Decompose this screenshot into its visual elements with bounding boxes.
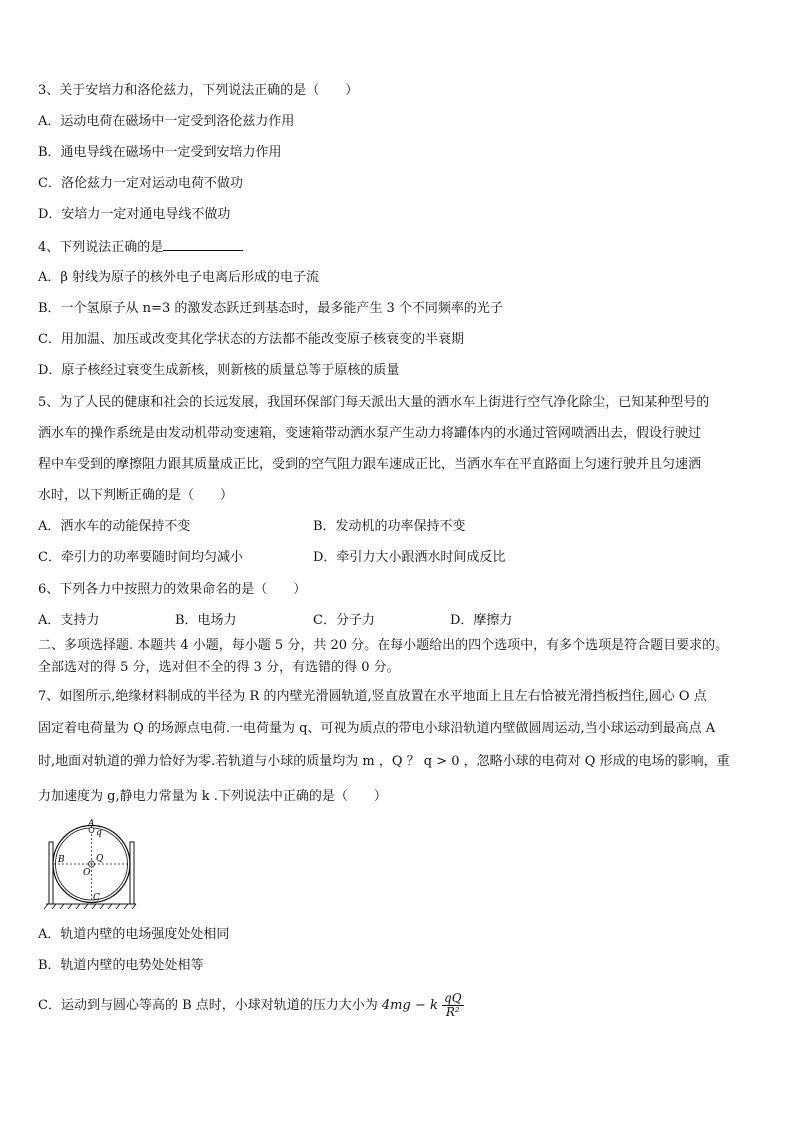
right-plate	[130, 842, 134, 904]
label-b: B	[58, 855, 65, 865]
q7-line-1: 7、如图所示,绝缘材料制成的半径为 R 的内壁光滑圆轨道,竖直放置在水平地面上且左右恰被光滑挡板挡住,圆心 O 点	[38, 689, 707, 704]
q3-option-d: D．安培力一定对通电导线不做功	[38, 207, 231, 222]
q7-option-c: C．运动到与圆心等高的 B 点时，小球对轨道的压力大小为	[38, 998, 378, 1013]
label-o: O	[83, 868, 91, 878]
q4-option-c: C．用加温、加压或改变其化学状态的方法都不能改变原子核衰变的半衰期	[38, 332, 464, 347]
formula-lead: 4mg − k	[381, 998, 438, 1013]
formula-fraction	[442, 992, 464, 1019]
q4-option-d: D．原子核经过衰变生成新核，则新核的质量总等于原核的质量	[38, 363, 400, 378]
label-q-large: Q	[96, 854, 104, 864]
section-2-header-line-2: 全部选对的得 5 分，选对但不全的得 3 分，有选错的得 0 分。	[38, 660, 400, 675]
q5-option-d: D．牵引力大小跟洒水时间成反比	[313, 550, 506, 565]
q6-option-d: D．摩擦力	[450, 613, 513, 628]
q7-figure	[40, 818, 140, 910]
q3-stem: 3、关于安培力和洛伦兹力，下列说法正确的是（ ）	[38, 83, 359, 98]
left-plate	[49, 842, 53, 904]
q5-line-3: 程中车受到的摩擦阻力跟其质量成正比，受到的空气阻力跟车速成正比，当洒水车在平直路面上匀速行驶并且匀速洒	[38, 457, 702, 472]
q5-line-4: 水时，以下判断正确的是（ ）	[38, 488, 234, 503]
q5-option-c: C．牵引力的功率要随时间均匀减小	[38, 550, 243, 565]
q3-option-c: C．洛伦兹力一定对运动电荷不做功	[38, 176, 243, 191]
q7-option-c-line	[38, 992, 464, 1019]
q3-option-a: A．运动电荷在磁场中一定受到洛伦兹力作用	[38, 114, 295, 129]
q7-option-b: B．轨道内壁的电势处处相等	[38, 958, 204, 973]
q4-option-a: A．β 射线为原子的核外电子电离后形成的电子流	[38, 270, 320, 285]
q5-option-a: A．洒水车的动能保持不变	[38, 519, 191, 534]
q7-line-4: 力加速度为 g,静电力常量为 k .下列说法中正确的是（ ）	[38, 789, 387, 804]
q3-option-b: B．通电导线在磁场中一定受到安培力作用	[38, 145, 282, 160]
answer-blank	[163, 238, 243, 251]
q4-option-b: B．一个氢原子从 n=3 的激发态跃迁到基态时，最多能产生 3 个不同频率的光子	[38, 301, 503, 316]
q5-line-2: 洒水车的操作系统是由发动机带动变速箱，变速箱带动洒水泵产生动力将罐体内的水通过管网喷洒出去，假设行驶过	[38, 426, 702, 441]
label-q-small: q	[96, 828, 102, 838]
label-a: A	[88, 819, 95, 829]
q7-option-a: A．轨道内壁的电场强度处处相同	[38, 927, 230, 942]
q6-option-a: A．支持力	[38, 613, 100, 628]
formula-denominator: R²	[445, 1005, 460, 1019]
section-2-header-line-1: 二、多项选择题. 本题共 4 小题，每小题 5 分，共 20 分。在每小题给出的四个选项中，有多个选项是符合题目要求的。	[38, 638, 729, 653]
q5-option-b: B．发动机的功率保持不变	[313, 519, 466, 534]
formula-numerator: qQ	[444, 991, 462, 1005]
q6-stem: 6、下列各力中按照力的效果命名的是（ ）	[38, 582, 307, 597]
q4-stem: 4、下列说法正确的是	[38, 240, 164, 255]
q7-line-2: 固定着电荷量为 Q 的场源点电荷.一电荷量为 q、可视为质点的带电小球沿轨道内壁做圆周运动,当小球运动到最高点 A	[38, 721, 716, 736]
q5-line-1: 5、为了人民的健康和社会的长远发展，我国环保部门每天派出大量的洒水车上街进行空气净化除尘，已知某种型号的	[38, 395, 710, 410]
ground-hatching	[44, 904, 136, 909]
q6-option-b: B．电场力	[175, 613, 237, 628]
label-c: C	[93, 893, 100, 903]
q4-stem-line	[38, 238, 243, 257]
q6-option-c: C．分子力	[313, 613, 375, 628]
q7-line-3: 时,地面对轨道的弹力恰好为零.若轨道与小球的质量均为 m ，Q ？ q > 0 ，忽略小球的电荷对 Q 形成的电场的影响，重	[38, 754, 730, 769]
